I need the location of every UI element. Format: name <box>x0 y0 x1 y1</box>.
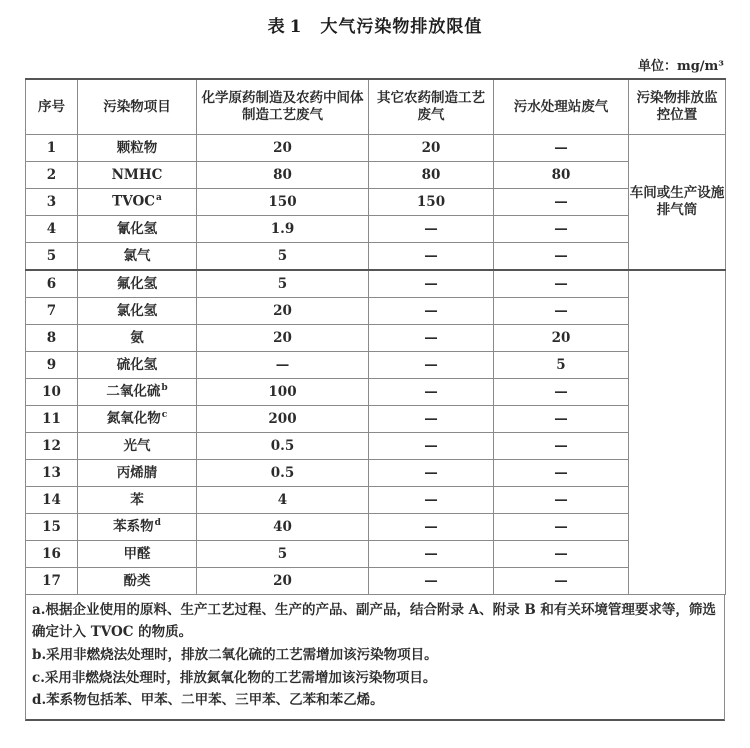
cell-wastewater-station-gas: 80 <box>494 162 629 189</box>
cell-sequence-number: 8 <box>26 325 78 352</box>
cell-sequence-number: 9 <box>26 352 78 379</box>
footnote-3: d.苯系物包括苯、甲苯、二甲苯、三甲苯、乙苯和苯乙烯。 <box>32 692 384 709</box>
cell-sequence-number: 14 <box>26 487 78 514</box>
cell-api-waste-gas: 20 <box>197 325 369 352</box>
cell-api-waste-gas: 150 <box>197 189 369 216</box>
cell-pollutant-item: 苯系物$^d$ <box>78 514 197 541</box>
cell-sequence-number: 2 <box>26 162 78 189</box>
cell-sequence-number: 12 <box>26 433 78 460</box>
cell-pollutant-item: TVOC$^a$ <box>78 189 197 216</box>
footnote-marker: a <box>155 193 162 204</box>
cell-api-waste-gas: 5 <box>197 541 369 568</box>
cell-pesticide-waste-gas: — <box>369 325 494 352</box>
cell-sequence-number: 13 <box>26 460 78 487</box>
table-header-row <box>26 79 726 135</box>
cell-wastewater-station-gas: — <box>494 487 629 514</box>
table-row <box>26 135 726 162</box>
cell-pollutant-item: 氮氧化物$^c$ <box>78 406 197 433</box>
cell-sequence-number: 15 <box>26 514 78 541</box>
cell-pollutant-item: 丙烯腈 <box>78 460 197 487</box>
table-row <box>26 270 726 298</box>
cell-pollutant-item: 氯气 <box>78 243 197 271</box>
cell-pesticide-waste-gas: — <box>369 298 494 325</box>
table-footnotes <box>25 595 725 721</box>
cell-sequence-number: 16 <box>26 541 78 568</box>
table-row <box>26 243 726 271</box>
cell-api-waste-gas: 0.5 <box>197 460 369 487</box>
cell-wastewater-station-gas: — <box>494 298 629 325</box>
cell-wastewater-station-gas: — <box>494 216 629 243</box>
cell-sequence-number: 7 <box>26 298 78 325</box>
cell-api-waste-gas: 4 <box>197 487 369 514</box>
table-row <box>26 433 726 460</box>
cell-pesticide-waste-gas: — <box>369 243 494 271</box>
cell-wastewater-station-gas: — <box>494 379 629 406</box>
footnote-1: b.采用非燃烧法处理时，排放二氧化硫的工艺需增加该污染物项目。 <box>32 646 438 663</box>
footnote-marker: d <box>154 518 161 529</box>
column-header-3: 其它农药制造工艺废气 <box>369 79 494 135</box>
footnote-marker: b <box>161 383 168 394</box>
cell-api-waste-gas: 20 <box>197 135 369 162</box>
cell-pesticide-waste-gas: — <box>369 433 494 460</box>
cell-pollutant-item: 颗粒物 <box>78 135 197 162</box>
cell-pesticide-waste-gas: — <box>369 270 494 298</box>
document-page <box>0 12 750 748</box>
cell-wastewater-station-gas: — <box>494 243 629 271</box>
cell-api-waste-gas: 1.9 <box>197 216 369 243</box>
cell-sequence-number: 3 <box>26 189 78 216</box>
column-header-1: 污染物项目 <box>78 79 197 135</box>
cell-pesticide-waste-gas: 20 <box>369 135 494 162</box>
column-header-2: 化学原药制造及农药中间体制造工艺废气 <box>197 79 369 135</box>
emission-limits-table <box>25 78 726 595</box>
cell-api-waste-gas: 5 <box>197 270 369 298</box>
cell-api-waste-gas: 5 <box>197 243 369 271</box>
table-row <box>26 460 726 487</box>
table-row <box>26 352 726 379</box>
cell-wastewater-station-gas: — <box>494 406 629 433</box>
column-header-0: 序号 <box>26 79 78 135</box>
cell-wastewater-station-gas: 5 <box>494 352 629 379</box>
cell-wastewater-station-gas: — <box>494 460 629 487</box>
table-row <box>26 325 726 352</box>
cell-pesticide-waste-gas: 150 <box>369 189 494 216</box>
cell-pesticide-waste-gas: — <box>369 514 494 541</box>
footnote-0: a.根据企业使用的原料、生产工艺过程、生产的产品、副产品，结合附录 A、附录 B 和有关环境管理要求等，筛选确定计入 TVOC 的物质。 <box>32 602 716 640</box>
cell-pollutant-item: 氟化氢 <box>78 270 197 298</box>
cell-monitoring-position-group-1: 车间或生产设施排气筒 <box>629 135 726 271</box>
cell-wastewater-station-gas: 20 <box>494 325 629 352</box>
cell-sequence-number: 11 <box>26 406 78 433</box>
cell-pesticide-waste-gas: — <box>369 379 494 406</box>
cell-pollutant-item: 光气 <box>78 433 197 460</box>
cell-sequence-number: 1 <box>26 135 78 162</box>
column-header-5: 污染物排放监控位置 <box>629 79 726 135</box>
cell-sequence-number: 4 <box>26 216 78 243</box>
cell-pollutant-item: 苯 <box>78 487 197 514</box>
table-row <box>26 298 726 325</box>
table-row <box>26 379 726 406</box>
cell-wastewater-station-gas: — <box>494 514 629 541</box>
cell-sequence-number: 17 <box>26 568 78 595</box>
column-header-4: 污水处理站废气 <box>494 79 629 135</box>
cell-pesticide-waste-gas: — <box>369 460 494 487</box>
cell-pollutant-item: 氰化氢 <box>78 216 197 243</box>
cell-pollutant-item: NMHC <box>78 162 197 189</box>
table-row <box>26 216 726 243</box>
table-row <box>26 189 726 216</box>
cell-api-waste-gas: 40 <box>197 514 369 541</box>
cell-wastewater-station-gas: — <box>494 135 629 162</box>
cell-pesticide-waste-gas: — <box>369 487 494 514</box>
cell-pesticide-waste-gas: — <box>369 541 494 568</box>
cell-api-waste-gas: 100 <box>197 379 369 406</box>
cell-pollutant-item: 甲醛 <box>78 541 197 568</box>
cell-wastewater-station-gas: — <box>494 568 629 595</box>
table-number: 1 <box>289 17 303 37</box>
table-row <box>26 568 726 595</box>
cell-api-waste-gas: 80 <box>197 162 369 189</box>
footnote-marker: c <box>161 410 168 421</box>
cell-sequence-number: 10 <box>26 379 78 406</box>
cell-pollutant-item: 氨 <box>78 325 197 352</box>
cell-wastewater-station-gas: — <box>494 541 629 568</box>
table-label: 表 <box>267 17 286 37</box>
units-note: 单位：mg/m³ <box>637 59 724 74</box>
footnote-2: c.采用非燃烧法处理时，排放氮氧化物的工艺需增加该污染物项目。 <box>32 669 437 686</box>
cell-sequence-number: 5 <box>26 243 78 271</box>
cell-pesticide-waste-gas: 80 <box>369 162 494 189</box>
cell-monitoring-position-group-2 <box>629 270 726 595</box>
table-row <box>26 541 726 568</box>
cell-pesticide-waste-gas: — <box>369 352 494 379</box>
cell-pesticide-waste-gas: — <box>369 568 494 595</box>
table-row <box>26 162 726 189</box>
cell-pesticide-waste-gas: — <box>369 406 494 433</box>
table-row <box>26 487 726 514</box>
cell-pollutant-item: 酚类 <box>78 568 197 595</box>
cell-wastewater-station-gas: — <box>494 189 629 216</box>
cell-pollutant-item: 氯化氢 <box>78 298 197 325</box>
cell-wastewater-station-gas: — <box>494 433 629 460</box>
cell-api-waste-gas: — <box>197 352 369 379</box>
cell-api-waste-gas: 0.5 <box>197 433 369 460</box>
table-row <box>26 514 726 541</box>
cell-api-waste-gas: 20 <box>197 568 369 595</box>
table-title-text: 大气污染物排放限值 <box>320 17 483 37</box>
page-title <box>0 12 750 37</box>
cell-pollutant-item: 硫化氢 <box>78 352 197 379</box>
cell-pollutant-item: 二氧化硫$^b$ <box>78 379 197 406</box>
table-row <box>26 406 726 433</box>
cell-wastewater-station-gas: — <box>494 270 629 298</box>
cell-api-waste-gas: 200 <box>197 406 369 433</box>
cell-pesticide-waste-gas: — <box>369 216 494 243</box>
cell-api-waste-gas: 20 <box>197 298 369 325</box>
cell-sequence-number: 6 <box>26 270 78 298</box>
